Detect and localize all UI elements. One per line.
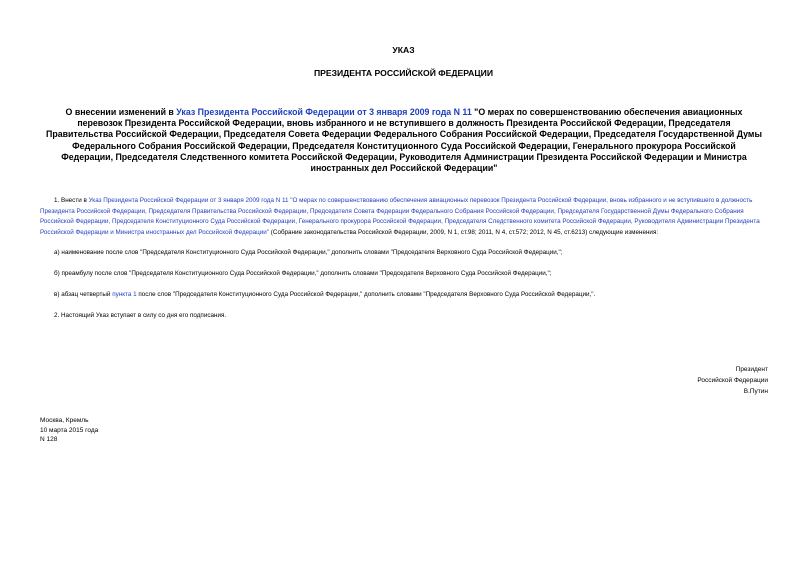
document-body <box>40 196 770 322</box>
paragraph-1-suffix: (Собрание законодательства Российской Федерации, 2009, N 1, ст.98; 2011, N 4, ст.572; 2012, N 45, ст.6213) следующие изменения: <box>269 228 659 236</box>
heading-rest: "О мерах по совершенствованию обеспечения авиационных перевозок Президента Российской Федерации, вновь избранного и не вступившего в должность Президента Российской Федерации, Председателя Правительства Российской Федерации, Председателя Совета Федерации Федерального Собрания Российской Федерации, Председателя Государственной Думы Федерального Собрания Российской Федерации, Председателя Конституционного Суда Российской Федерации, Генерального прокурора Российской Федерации, Председателя Следственного комитета Российской Федерации, Руководителя Администрации Президента Российской Федерации и Министра иностранных дел Российской Федерации" <box>46 107 762 174</box>
document-title: УКАЗ <box>392 45 415 55</box>
item-v-prefix: в) абзац четвертый <box>54 291 113 298</box>
place-date-block <box>40 416 98 445</box>
place-date: 10 марта 2015 года <box>40 426 99 434</box>
item-a: а) наименование после слов "Председателя Конституционного Суда Российской Федерации," дополнить словами "Председателя Верховного Суда Российской Федерации,"; <box>54 249 563 256</box>
signature-block <box>697 365 768 397</box>
signature-position: Президент <box>735 366 768 373</box>
signature-country: Российской Федерации <box>697 376 768 384</box>
document-subtitle: ПРЕЗИДЕНТА РОССИЙСКОЙ ФЕДЕРАЦИИ <box>313 68 494 78</box>
signature-name: В.Путин <box>743 387 768 395</box>
item-b: б) преамбулу после слов "Председателя Конституционного Суда Российской Федерации," дополнить словами "Председателя Верховного Суда Российской Федерации,"; <box>54 270 552 277</box>
heading-prefix: О внесении изменений в <box>65 107 177 117</box>
place-location: Москва, Кремль <box>40 417 89 424</box>
paragraph-1 <box>40 196 770 238</box>
paragraph-1-prefix: 1. Внести в <box>54 197 89 204</box>
item-v-point-link[interactable]: пункта 1 <box>112 291 137 298</box>
paragraph-2: 2. Настоящий Указ вступает в силу со дня его подписания. <box>54 312 227 319</box>
item-v <box>40 290 770 301</box>
document-number: N 128 <box>40 436 58 444</box>
heading-decree-link[interactable]: Указ Президента Российской Федерации от 3 января 2009 года N 11 <box>176 107 472 117</box>
paragraph-1-decree-link[interactable]: Указ Президента Российской Федерации от 3 января 2009 года N 11 "О мерах по совершенствованию обеспечения авиационных перевозок Президента Российской Федерации, вновь избранного и не вступившего в должность Президента Российской Федерации, Председателя Правительства Российской Федерации, Председателя Совета Федерации Федерального Собрания Российской Федерации, Председателя Государственной Думы Федерального Собрания Российской Федерации, Председателя Конституционного Суда Российской Федерации, Генерального прокурора Российской Федерации, Председателя Следственного комитета Российской Федерации, Руководителя Администрации Президента Российской Федерации и Министра иностранных дел Российской Федерации" <box>40 197 760 236</box>
item-v-suffix: после слов "Председателя Конституционного Суда Российской Федерации," дополнить словами "Председателя Верховного Суда Российской Федерации,". <box>136 291 596 298</box>
document-heading <box>46 107 762 174</box>
